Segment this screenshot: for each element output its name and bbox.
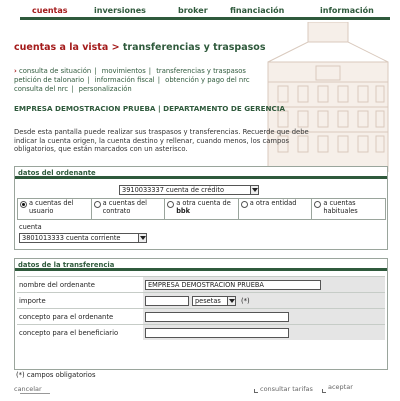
nombre-field[interactable]: EMPRESA DEMOSTRACION PRUEBA <box>145 280 321 290</box>
concepto-beneficiario-row <box>17 324 385 340</box>
accept-button[interactable]: aceptar <box>328 383 353 391</box>
top-navigation <box>20 4 390 20</box>
concepto-ordenante-row <box>17 308 385 324</box>
ordenante-panel <box>14 166 388 250</box>
bullet-icon: › <box>14 67 17 75</box>
importe-row <box>17 292 385 308</box>
nav-broker[interactable]: broker <box>178 6 208 15</box>
destination-type-options <box>17 198 385 220</box>
link-obtencion-nrc[interactable]: obtención y pago del nrc <box>165 76 250 84</box>
transferencia-header: datos de la transferencia <box>15 259 387 271</box>
link-informacion-fiscal[interactable]: información fiscal <box>94 76 155 84</box>
importe-field[interactable] <box>145 296 189 306</box>
page-title <box>14 42 265 53</box>
destination-account-value: 3801013333 cuenta corriente <box>22 234 121 242</box>
action-bar <box>14 381 388 395</box>
radio-button[interactable] <box>94 201 101 208</box>
link-consulta-nrc[interactable]: consulta del nrc <box>14 85 69 93</box>
link-movimientos[interactable]: movimientos <box>101 67 146 75</box>
option-otra-cuenta-bbk[interactable]: a otra cuenta de bbk <box>164 198 239 220</box>
concepto-ordenante-field[interactable] <box>145 312 289 322</box>
title-separator: > <box>111 42 120 53</box>
option-otra-entidad[interactable]: a otra entidad <box>238 198 313 220</box>
radio-button[interactable] <box>20 201 27 208</box>
title-section: cuentas a la vista <box>14 42 109 53</box>
chevron-down-icon <box>227 297 235 305</box>
radio-button[interactable] <box>241 201 248 208</box>
subnav-links <box>14 67 314 94</box>
nav-informacion[interactable]: información <box>320 6 374 15</box>
radio-button[interactable] <box>167 201 174 208</box>
currency-select[interactable] <box>192 296 236 306</box>
subnav-row-2: petición de talonario | información fiscal | obtención y pago del nrc <box>14 76 250 84</box>
chevron-down-icon <box>250 186 258 194</box>
ordenante-header: datos del ordenante <box>15 167 387 179</box>
nav-financiacion[interactable]: financiación <box>230 6 285 15</box>
link-transferencias[interactable]: transferencias y traspasos <box>156 67 246 75</box>
title-subsection: transferencias y traspasos <box>122 42 266 53</box>
chevron-down-icon <box>138 234 146 242</box>
concepto-beneficiario-label: concepto para el beneficiario <box>19 328 119 337</box>
importe-label: importe <box>19 296 46 305</box>
concepto-ordenante-label: concepto para el ordenante <box>19 312 114 321</box>
company-name: EMPRESA DEMOSTRACION PRUEBA | DEPARTAMENTO DE GERENCIA <box>14 104 286 113</box>
origin-account-value: 3910033337 cuenta de crédito <box>122 186 225 194</box>
currency-value: pesetas <box>195 296 221 305</box>
origin-account-select[interactable] <box>119 185 259 195</box>
subnav-row-3: consulta del nrc | personalización <box>14 85 132 93</box>
option-cuentas-habituales[interactable]: a cuentas habituales <box>311 198 386 220</box>
cuenta-label: cuenta <box>19 223 42 231</box>
option-cuentas-usuario[interactable]: a cuentas del usuario <box>17 198 92 220</box>
nombre-label: nombre del ordenante <box>19 280 95 289</box>
nombre-row <box>17 276 385 292</box>
cancel-button[interactable]: cancelar <box>14 385 42 393</box>
link-peticion-talonario[interactable]: petición de talonario <box>14 76 85 84</box>
radio-button[interactable] <box>314 201 321 208</box>
intro-text: Desde esta pantalla puede realizar sus traspasos y transferencias. Recuerde que debe indicar la cuenta origen, la cuenta destino y rellenar, cuando menos, los campos obligatorios, que están marcados con un asterisco. <box>14 128 309 153</box>
consultar-tarifas-button[interactable]: consultar tarifas <box>260 385 313 393</box>
nav-inversiones[interactable]: inversiones <box>94 6 146 15</box>
required-footnote: (*) campos obligatorios <box>16 371 96 379</box>
subnav-row-1: › consulta de situación | movimientos | transferencias y traspasos <box>14 67 246 75</box>
link-personalizacion[interactable]: personalización <box>78 85 132 93</box>
concepto-beneficiario-field[interactable] <box>145 328 289 338</box>
option-cuentas-contrato[interactable]: a cuentas del contrato <box>91 198 166 220</box>
nav-cuentas[interactable]: cuentas <box>32 6 68 15</box>
required-mark: (*) <box>241 296 250 305</box>
destination-account-select[interactable] <box>19 233 147 243</box>
link-consulta-situacion[interactable]: consulta de situación <box>18 67 92 75</box>
transferencia-panel <box>14 258 388 370</box>
